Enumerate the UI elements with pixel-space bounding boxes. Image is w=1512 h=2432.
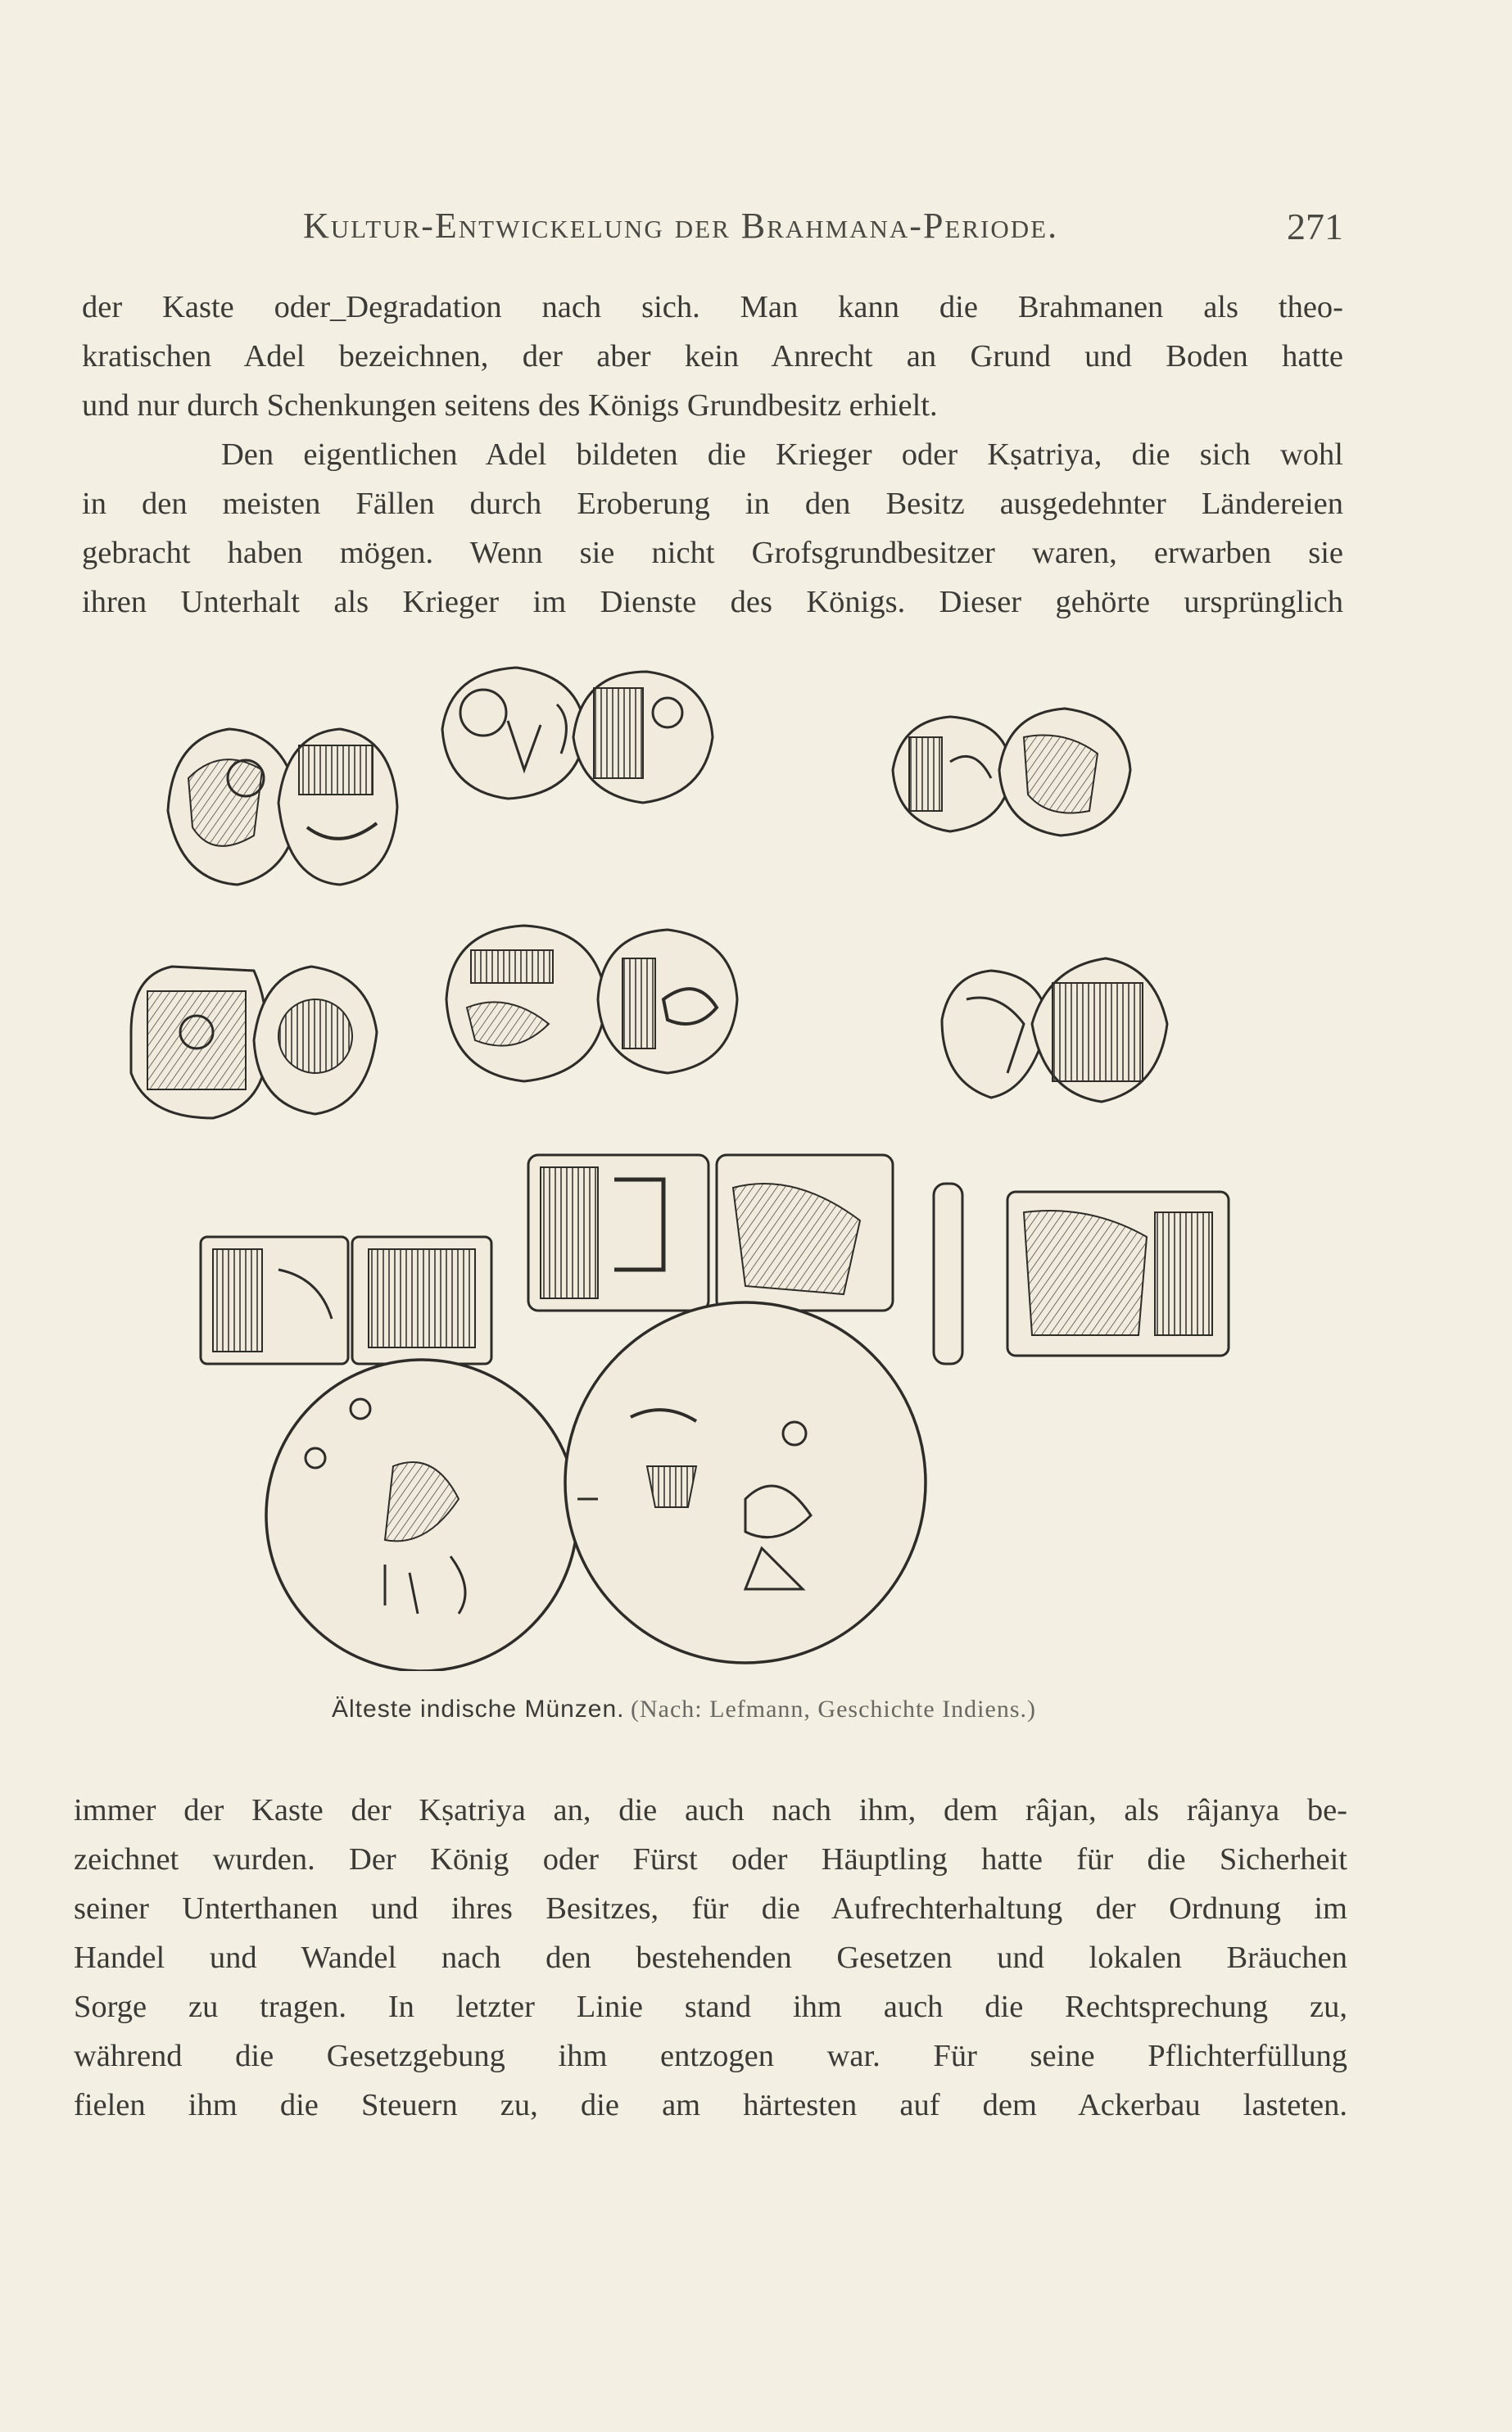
text-line: Den eigentlichen Adel bildeten die Krieger oder Kṣatriya, die sich wohl (221, 437, 1343, 472)
coins-engraving (123, 647, 1270, 1671)
figure-caption (332, 1696, 1233, 1737)
text-line: Sorge zu tragen. In letzter Linie stand ihm auch die Rechtsprechung zu, (74, 1990, 1347, 2024)
text-line: zeichnet wurden. Der König oder Fürst oder Häuptling hatte für die Sicherheit (74, 1842, 1347, 1877)
running-title: Kultur-Entwickelung der Brahmana-Periode. (303, 206, 1059, 246)
coin-pair-9 (1007, 1192, 1229, 1356)
text-line: kratischen Adel bezeichnen, der aber kein Anrecht an Grund und Boden hatte (82, 339, 1343, 374)
caption-source: (Nach: Lefmann, Geschichte Indiens.) (631, 1696, 1036, 1723)
text-line: immer der Kaste der Kṣatriya an, die auch nach ihm, dem râjan, als râjanya be- (74, 1793, 1347, 1827)
running-head (303, 205, 1343, 262)
text-line: ihren Unterhalt als Krieger im Dienste des Königs. Dieser gehörte ursprünglich (82, 585, 1343, 619)
page-number: 271 (1287, 206, 1343, 247)
coin-pair-3 (893, 709, 1130, 836)
text-line: fielen ihm die Steuern zu, die am härtesten auf dem Ackerbau lasteten. (74, 2088, 1347, 2122)
text-line: seiner Unterthanen und ihres Besitzes, für die Aufrechterhaltung der Ordnung im (74, 1891, 1347, 1926)
coin-pair-4 (131, 967, 377, 1118)
paragraph-2 (82, 430, 1343, 627)
coin-pair-7 (201, 1237, 491, 1364)
coin-pair-2 (442, 668, 713, 803)
coin-pair-6 (942, 958, 1167, 1102)
paragraph-1 (82, 283, 1343, 430)
text-line: gebracht haben mögen. Wenn sie nicht Grofsgrundbesitzer waren, erwarben sie (82, 536, 1343, 570)
caption-title: Älteste indische Münzen. (332, 1696, 625, 1723)
coins-illustration (123, 647, 1270, 1671)
text-line: und nur durch Schenkungen seitens des Königs Grundbesitz erhielt. (82, 388, 938, 423)
text-line: während die Gesetzgebung ihm entzogen war. Für seine Pflichterfüllung (74, 2039, 1347, 2073)
text-line: in den meisten Fällen durch Eroberung in den Besitz ausgedehnter Ländereien (82, 487, 1343, 521)
coin-pair-5 (446, 926, 737, 1081)
coin-bar (934, 1184, 962, 1364)
paragraph-3 (74, 1786, 1347, 2130)
coin-pair-8 (528, 1155, 893, 1311)
coin-pair-1 (168, 729, 397, 885)
text-line: der Kaste oder_Degradation nach sich. Man kann die Brahmanen als theo- (82, 290, 1343, 324)
text-line: Handel und Wandel nach den bestehenden Gesetzen und lokalen Bräuchen (74, 1941, 1347, 1975)
